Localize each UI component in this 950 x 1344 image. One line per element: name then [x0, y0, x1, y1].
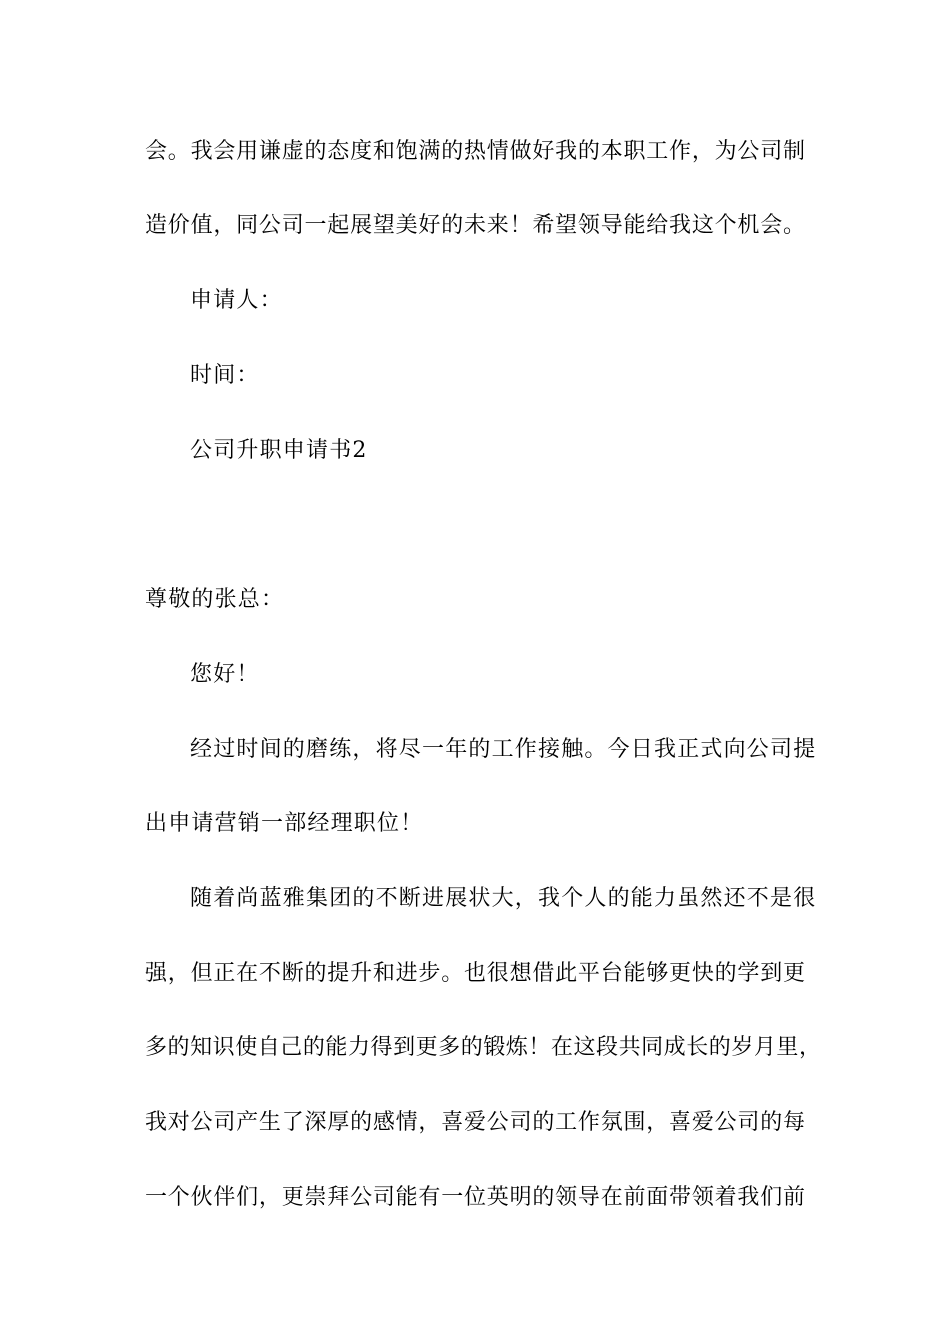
salutation: 尊敬的张总： — [145, 587, 285, 612]
paragraph-line-3: 经过时间的磨练，将尽一年的工作接触。今日我正式向公司提 — [190, 737, 817, 762]
paragraph-line-6: 强，但正在不断的提升和进步。也很想借此平台能够更快的学到更 — [145, 961, 805, 986]
date-label: 时间： — [190, 363, 260, 388]
paragraph-line-5: 随着尚蓝雅集团的不断进展状大，我个人的能力虽然还不是很 — [190, 886, 817, 911]
paragraph-line-2: 造价值，同公司一起展望美好的未来！希望领导能给我这个机会。 — [145, 213, 805, 238]
greeting: 您好！ — [190, 662, 260, 687]
paragraph-line-1: 会。我会用谦虚的态度和饱满的热情做好我的本职工作，为公司制 — [145, 139, 805, 164]
paragraph-line-7: 多的知识使自己的能力得到更多的锻炼！在这段共同成长的岁月里， — [145, 1035, 821, 1060]
applicant-label: 申请人： — [190, 288, 283, 313]
section-title: 公司升职申请书2 — [190, 438, 368, 463]
paragraph-line-9: 一个伙伴们，更崇拜公司能有一位英明的领导在前面带领着我们前 — [145, 1185, 805, 1210]
paragraph-line-4: 出申请营销一部经理职位！ — [145, 811, 424, 836]
paragraph-line-8: 我对公司产生了深厚的感情，喜爱公司的工作氛围，喜爱公司的每 — [145, 1110, 805, 1135]
